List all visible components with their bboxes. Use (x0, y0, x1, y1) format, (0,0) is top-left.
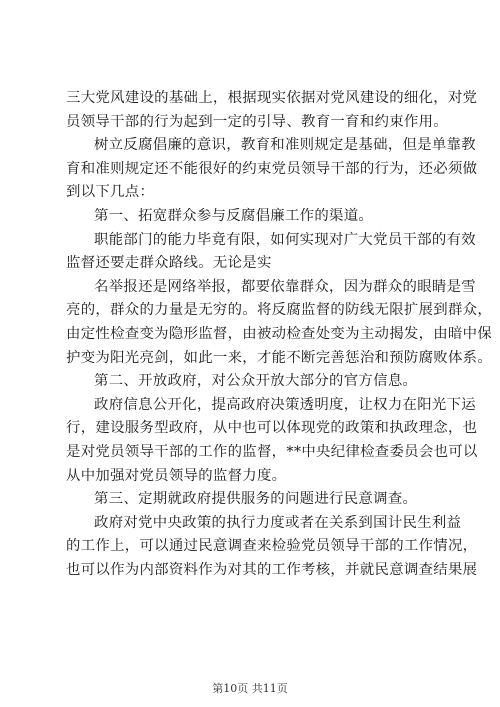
text-line: 亮的，群众的力量是无穷的。将反腐监督的防线无限扩展到群众， (66, 302, 493, 319)
text-line: 政府对党中央政策的执行力度或者在关系到国计民生利益 (94, 514, 462, 531)
text-line: 第一、拓宽群众参与反腐倡廉工作的渠道。 (94, 207, 374, 224)
text-line: 第三、定期就政府提供服务的问题进行民意调查。 (94, 491, 418, 508)
text-line: 第二、开放政府，对公众开放大部分的官方信息。 (94, 373, 418, 390)
text-line: 护变为阳光亮剑，如此一来，才能不断完善惩治和预防腐败体系。 (66, 349, 493, 366)
text-line: 育和准则规定还不能很好的约束党员领导干部的行为，还必须做 (66, 160, 478, 177)
text-line: 也可以作为内部资料作为对其的工作考核，并就民意调查结果展 (66, 561, 478, 578)
page-footer: 第10页 共11页 (212, 682, 288, 695)
text-line: 员领导干部的行为起到一定的引导、教育一育和约束作用。 (66, 113, 448, 130)
text-line: 从中加强对党员领导的监督力度。 (66, 467, 287, 484)
text-line: 是对党员领导干部的工作的监督，**中央纪律检查委员会也可以 (66, 443, 478, 460)
text-line: 政府信息公开化，提高政府决策透明度，让权力在阳光下运 (94, 396, 476, 413)
text-line: 行，建设服务型政府，从中也可以体现党的政策和执政理念，也 (66, 420, 478, 437)
text-line: 树立反腐倡廉的意识，教育和准则规定是基础，但是单靠教 (94, 137, 476, 154)
text-line: 职能部门的能力毕竟有限，如何实现对广大党员干部的有效 (94, 231, 476, 248)
document-body (66, 87, 493, 582)
text-line: 由定性检查变为隐形监督，由被动检查处变为主动揭发，由暗中保 (66, 325, 493, 342)
text-line: 到以下几点： (66, 184, 155, 201)
text-line: 的工作上，可以通过民意调查来检验党员领导干部的工作情况， (66, 538, 478, 555)
text-line: 监督还要走群众路线。无论是实 (66, 255, 272, 272)
text-line: 名举报还是网络举报，都要依靠群众，因为群众的眼睛是雪 (94, 278, 476, 295)
text-line: 三大党风建设的基础上，根据现实依据对党风建设的细化，对党 (66, 90, 478, 106)
